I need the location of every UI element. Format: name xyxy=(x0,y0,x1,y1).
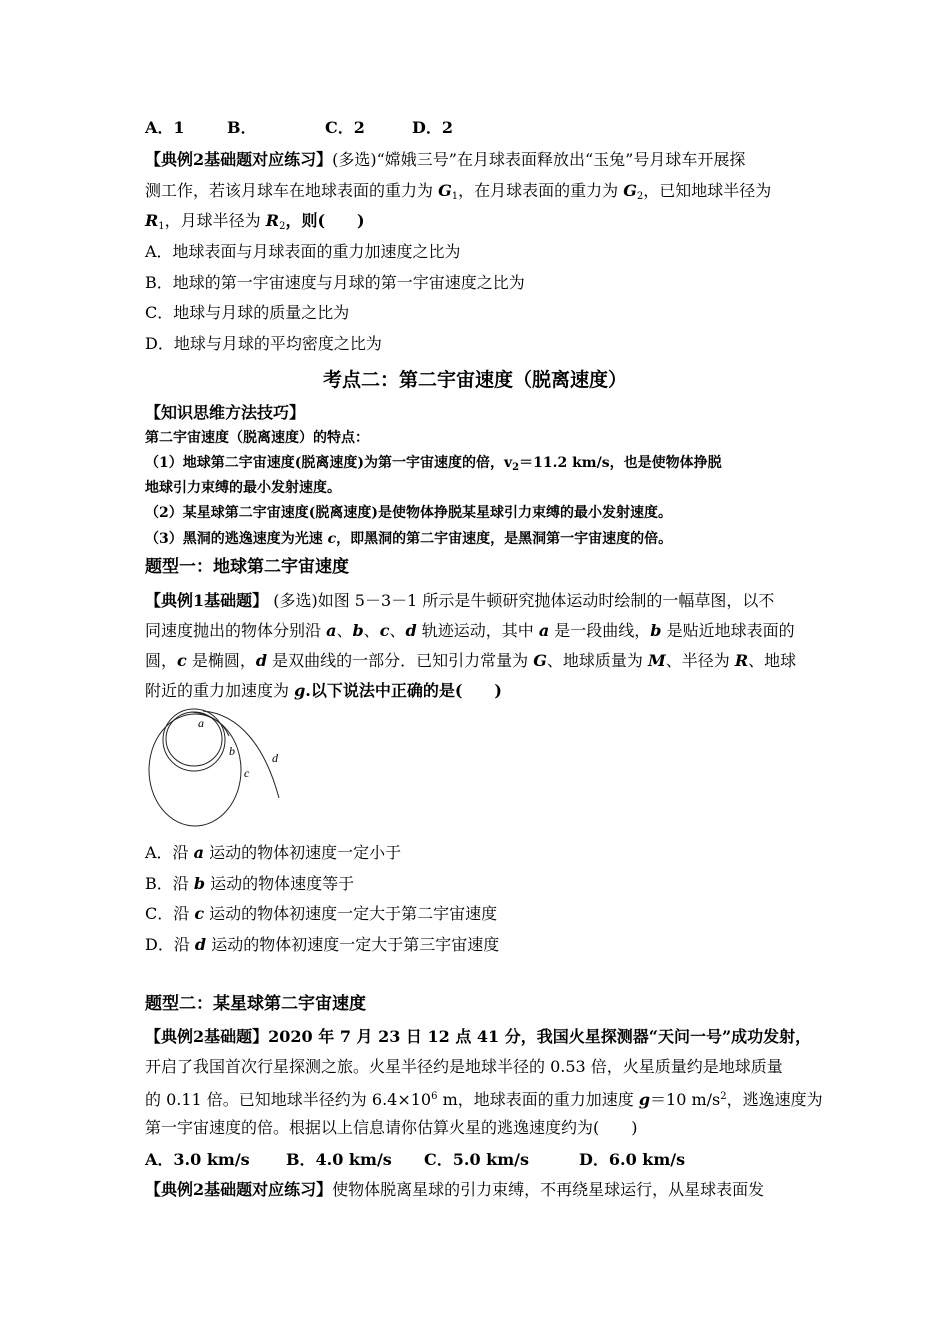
type1-tag: 【典例1基础题】 xyxy=(145,591,269,610)
type2-text: ＝10 m/s xyxy=(650,1090,721,1109)
exercise-text: ，已知地球半径为 xyxy=(643,181,772,200)
type1-text: (多选)如图 5－3－1 所示是牛顿研究抛体运动时绘制的一幅草图，以不 xyxy=(268,591,775,610)
type1-text: . xyxy=(305,681,311,700)
exercise-text: ，月球半径为 xyxy=(164,211,266,230)
type1-option-a xyxy=(145,843,401,863)
type1-text: 是双曲线的一部分．已知引力常量为 xyxy=(267,651,534,670)
type1-text: 、地球质量为 xyxy=(546,651,648,670)
var-R: R xyxy=(734,651,749,670)
type1-option-c xyxy=(145,904,497,924)
var: a xyxy=(193,843,205,862)
exercise-option-c: C．地球与月球的质量之比为 xyxy=(145,303,350,322)
option-text: 运动的物体初速度一定小于 xyxy=(204,843,402,862)
label-a: a xyxy=(198,716,204,730)
type1-text: 轨迹运动，其中 xyxy=(416,621,539,640)
option-text: C．沿 xyxy=(145,904,195,923)
type2-option-d: D．6.0 km/s xyxy=(579,1150,686,1169)
knowledge-point-1 xyxy=(145,453,722,478)
section-title: 考点二：第二宇宙速度（脱离速度） xyxy=(322,369,627,391)
type1-text: 、 xyxy=(389,621,406,640)
var-b: b xyxy=(650,621,662,640)
option-text: B．沿 xyxy=(145,874,194,893)
type1-title: 题型一：地球第二宇宙速度 xyxy=(145,557,349,577)
exercise-option-d: D．地球与月球的平均密度之比为 xyxy=(145,334,382,353)
type2-options-row xyxy=(145,1150,685,1170)
var-M: M xyxy=(648,651,666,670)
var-c: c xyxy=(327,531,337,547)
var-r1: R xyxy=(145,211,159,230)
var-g2: G xyxy=(623,181,637,200)
exercise-line-3 xyxy=(145,211,365,237)
exercise-option-a: A．地球表面与月球表面的重力加速度之比为 xyxy=(145,242,461,261)
exercise-text: ，则( ) xyxy=(285,211,365,230)
option-text: 运动的物体初速度一定大于第三宇宙速度 xyxy=(206,935,500,954)
exercise-line-2 xyxy=(145,181,771,207)
type2-text: ，逃逸速度为 xyxy=(726,1090,823,1109)
var-g: g xyxy=(294,681,306,700)
knowledge-point-2: （2）某星球第二宇宙速度(脱离速度)是使物体挣脱某星球引力束缚的最小发射速度。 xyxy=(145,505,672,521)
type1-text: 是一段曲线， xyxy=(549,621,651,640)
type1-text: 、地球 xyxy=(748,651,797,670)
exercise-text: ，在月球表面的重力为 xyxy=(458,181,624,200)
label-c: c xyxy=(244,766,250,780)
trajectory-d xyxy=(203,711,279,798)
exercise-text: (多选)“嫦娥三号”在月球表面释放出“玉兔”号月球车开展探 xyxy=(332,150,746,169)
type1-line-1 xyxy=(145,591,774,611)
label-d: d xyxy=(272,751,278,765)
var-d: d xyxy=(255,651,268,670)
exercise-text: 测工作，若该月球车在地球表面的重力为 xyxy=(145,181,439,200)
var-a: a xyxy=(326,621,337,640)
type2-text: 的 0.11 倍。已知地球半径约为 6.4×10 xyxy=(145,1090,432,1109)
knowledge-intro: 第二宇宙速度（脱离速度）的特点： xyxy=(145,430,369,446)
var: b xyxy=(193,874,206,893)
top-options-row xyxy=(145,118,453,138)
practice-tag: 【典例2基础题对应练习】 xyxy=(145,1180,333,1199)
knowledge-header: 【知识思维方法技巧】 xyxy=(145,403,306,422)
var-r2: R xyxy=(265,211,280,230)
subscript: 1 xyxy=(158,221,165,232)
option-a: A．1 xyxy=(145,118,185,137)
var-g1: G xyxy=(438,181,452,200)
var-c: c xyxy=(177,651,187,670)
var-a: a xyxy=(538,621,550,640)
type2-text: 2020 年 7 月 23 日 12 点 41 分，我国火星探测器“天问一号”成功发射， xyxy=(268,1027,812,1046)
superscript: 6 xyxy=(431,1091,438,1102)
subscript: 2 xyxy=(512,462,520,473)
var-d: d xyxy=(405,621,417,640)
knowledge-text: ，即黑洞的第二宇宙速度，是黑洞第一宇宙速度的倍。 xyxy=(336,531,673,547)
var-g: g xyxy=(638,1090,651,1109)
knowledge-text: （1）地球第二宇宙速度(脱离速度)为第一宇宙速度的倍，v xyxy=(145,455,513,471)
label-b: b xyxy=(229,744,235,758)
type2-option-c: C．5.0 km/s xyxy=(424,1150,530,1169)
subscript: 2 xyxy=(279,221,286,232)
type2-practice-line xyxy=(145,1180,764,1200)
exercise-line-1 xyxy=(145,150,745,170)
subscript: 1 xyxy=(451,191,459,202)
type1-text: 、 xyxy=(363,621,380,640)
type1-text: 、 xyxy=(336,621,353,640)
knowledge-text: （3）黑洞的逃逸速度为光速 xyxy=(145,531,328,547)
type2-tag: 【典例2基础题】 xyxy=(145,1027,269,1046)
orbit-figure xyxy=(143,706,293,830)
superscript: 2 xyxy=(720,1091,727,1102)
option-d: D．2 xyxy=(412,118,454,137)
type1-option-d xyxy=(145,935,499,955)
knowledge-point-1-cont: 地球引力束缚的最小发射速度。 xyxy=(145,480,341,496)
type1-line-3 xyxy=(145,651,796,671)
exercise-option-b: B．地球的第一宇宙速度与月球的第一宇宙速度之比为 xyxy=(145,273,525,292)
type1-text: 以下说法中正确的是( ) xyxy=(310,681,503,700)
option-text: A．沿 xyxy=(145,843,194,862)
type1-line-4 xyxy=(145,681,502,701)
var: d xyxy=(194,935,207,954)
type2-option-b: B．4.0 km/s xyxy=(286,1150,392,1169)
type1-text: 是贴近地球表面的 xyxy=(661,621,795,640)
type2-text: m，地球表面的重力加速度 xyxy=(437,1090,639,1109)
type1-line-2 xyxy=(145,621,795,641)
type1-option-b xyxy=(145,874,354,894)
orbit-b-circle xyxy=(163,709,225,771)
subscript: 2 xyxy=(636,191,644,202)
option-text: 运动的物体初速度一定大于第二宇宙速度 xyxy=(204,904,498,923)
type1-text: 、半径为 xyxy=(665,651,735,670)
type2-line-2: 开启了我国首次行星探测之旅。火星半径约是地球半径的 0.53 倍，火星质量约是地球质量 xyxy=(145,1057,783,1076)
type1-text: 附近的重力加速度为 xyxy=(145,681,295,700)
knowledge-text: ＝11.2 km/s，也是使物体挣脱 xyxy=(519,455,722,471)
option-text: D．沿 xyxy=(145,935,195,954)
option-text: 运动的物体速度等于 xyxy=(205,874,355,893)
knowledge-point-3 xyxy=(145,529,672,549)
type2-title: 题型二：某星球第二宇宙速度 xyxy=(145,994,366,1014)
practice-text: 使物体脱离星球的引力束缚，不再绕星球运行，从星球表面发 xyxy=(332,1180,765,1199)
exercise-tag: 【典例2基础题对应练习】 xyxy=(145,150,333,169)
earth-circle xyxy=(166,712,222,766)
var-G: G xyxy=(533,651,547,670)
option-c: C．2 xyxy=(325,118,365,137)
type1-text: 圆， xyxy=(145,651,178,670)
orbit-c-ellipse xyxy=(149,714,241,826)
type2-line-3 xyxy=(145,1087,823,1110)
var-c: c xyxy=(379,621,390,640)
type2-option-a: A．3.0 km/s xyxy=(145,1150,250,1169)
type2-line-4: 第一宇宙速度的倍。根据以上信息请你估算火星的逃逸速度约为( ) xyxy=(145,1118,638,1137)
type1-text: 是椭圆， xyxy=(186,651,256,670)
type2-line-1 xyxy=(145,1027,811,1047)
var-b: b xyxy=(352,621,364,640)
option-b: B． xyxy=(227,118,257,137)
var: c xyxy=(194,904,205,923)
type1-text: 同速度抛出的物体分别沿 xyxy=(145,621,327,640)
